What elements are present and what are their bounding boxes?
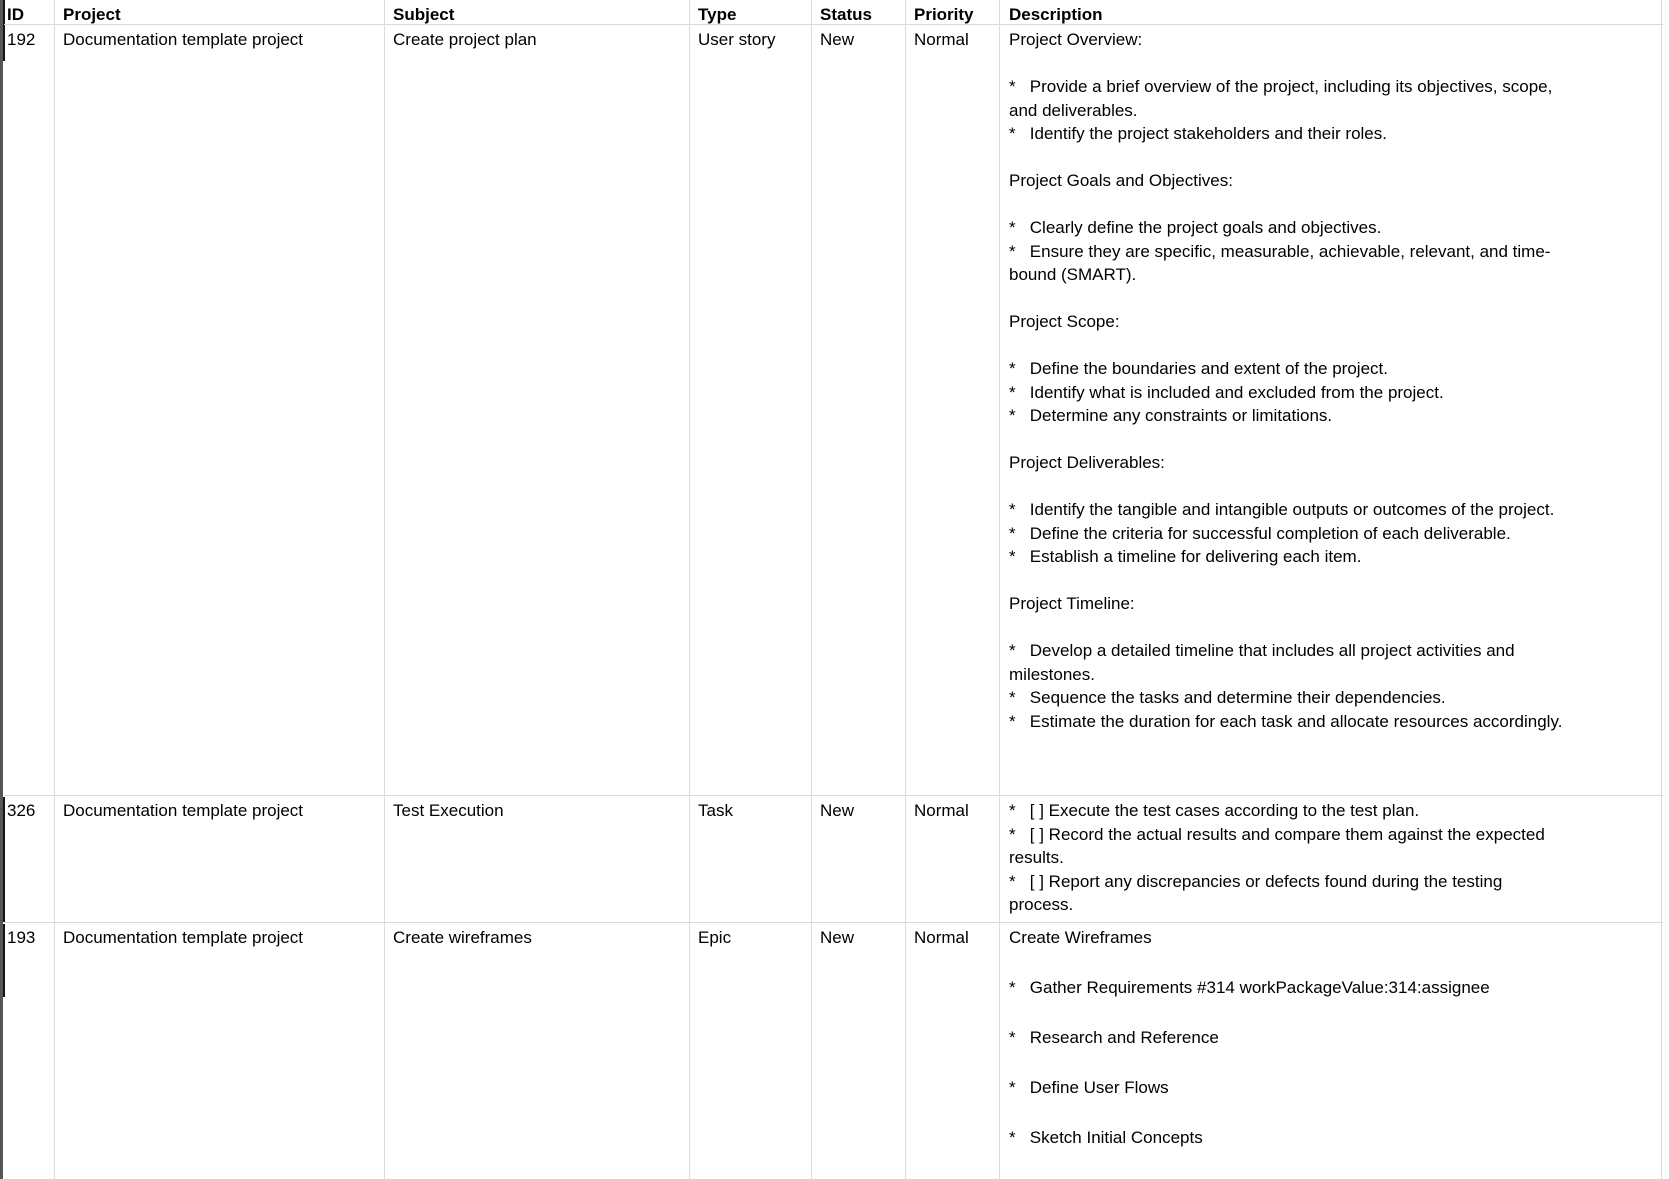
description-line: * Define the criteria for successful completion of each deliverable. <box>1009 523 1511 543</box>
description-line: Project Overview: <box>1009 30 1143 49</box>
description-line: Create Wireframes <box>1009 928 1152 947</box>
description-line <box>1009 1000 1661 1027</box>
cell-priority: Normal <box>906 923 1000 1179</box>
description-line <box>1009 1100 1661 1127</box>
description-line: results. <box>1009 848 1064 867</box>
description-line <box>1009 334 1661 358</box>
cell-type: User story <box>690 25 812 795</box>
description-line: * Identify what is included and excluded from the project. <box>1009 382 1444 402</box>
cell-project: Documentation template project <box>55 796 385 922</box>
page-edge-bar <box>0 0 3 1179</box>
work-packages-table <box>4 0 1663 1179</box>
description-line: bound (SMART). <box>1009 265 1137 284</box>
description-line: * Identify the tangible and intangible outputs or outcomes of the project. <box>1009 500 1555 519</box>
description-line: Project Goals and Objectives: <box>1009 171 1233 190</box>
cell-subject: Test Execution <box>385 796 690 922</box>
table-row-326 <box>4 796 1663 923</box>
description-line: * Ensure they are specific, measurable, achievable, relevant, and time- <box>1009 241 1551 261</box>
table-header-row <box>4 0 1663 25</box>
description-line: * Clearly define the project goals and objectives. <box>1009 218 1382 237</box>
cell-status: New <box>812 923 906 1179</box>
description-line: * Define User Flows <box>1009 1078 1169 1097</box>
description-line: and deliverables. <box>1009 100 1138 120</box>
cell-description <box>1000 25 1662 795</box>
description-line <box>1009 287 1661 311</box>
cell-project: Documentation template project <box>55 25 385 795</box>
description-line <box>1009 475 1661 499</box>
description-line: * Define the boundaries and extent of the project. <box>1009 359 1388 378</box>
cell-description <box>1000 923 1662 1179</box>
column-header-subject: Subject <box>385 0 690 24</box>
cell-type: Epic <box>690 923 812 1179</box>
description-line: * Gather Requirements #314 workPackageValue:314:assignee <box>1009 978 1490 997</box>
description-line <box>1009 52 1661 76</box>
description-line: * Sketch Initial Concepts <box>1009 1128 1203 1147</box>
description-line <box>1009 1050 1661 1077</box>
description-line <box>1009 146 1661 170</box>
description-line <box>1009 569 1661 593</box>
cell-subject: Create wireframes <box>385 923 690 1179</box>
description-line: * Establish a timeline for delivering each item. <box>1009 547 1362 566</box>
table-row-193 <box>4 923 1663 1179</box>
description-line: Project Timeline: <box>1009 594 1135 613</box>
cell-project: Documentation template project <box>55 923 385 1179</box>
description-line: process. <box>1009 895 1074 914</box>
description-line: * Develop a detailed timeline that includes all project activities and <box>1009 641 1515 660</box>
cell-priority: Normal <box>906 25 1000 795</box>
cell-id: 192 <box>4 25 55 795</box>
description-line: * Determine any constraints or limitations. <box>1009 406 1333 425</box>
cell-id: 193 <box>4 923 55 1179</box>
description-line: Project Scope: <box>1009 312 1120 331</box>
column-header-priority: Priority <box>906 0 1000 24</box>
description-line: milestones. <box>1009 664 1095 684</box>
cell-type: Task <box>690 796 812 922</box>
description-line: * [ ] Record the actual results and compare them against the expected <box>1009 824 1545 844</box>
column-header-description: Description <box>1000 0 1662 24</box>
column-header-project: Project <box>55 0 385 24</box>
description-line <box>1009 428 1661 452</box>
cell-status: New <box>812 796 906 922</box>
description-line <box>1009 193 1661 217</box>
cell-priority: Normal <box>906 796 1000 922</box>
column-header-status: Status <box>812 0 906 24</box>
cell-status: New <box>812 25 906 795</box>
description-line <box>1009 616 1661 640</box>
cell-subject: Create project plan <box>385 25 690 795</box>
description-line: * [ ] Execute the test cases according to the test plan. <box>1009 801 1420 820</box>
cell-id: 326 <box>4 796 55 922</box>
description-line: * Identify the project stakeholders and their roles. <box>1009 124 1387 143</box>
description-line: * Research and Reference <box>1009 1028 1219 1047</box>
cell-description <box>1000 796 1662 922</box>
column-header-type: Type <box>690 0 812 24</box>
description-line: * Estimate the duration for each task and allocate resources accordingly. <box>1009 711 1563 731</box>
description-line: Project Deliverables: <box>1009 453 1165 472</box>
table-row-192 <box>4 25 1663 796</box>
description-line: * Provide a brief overview of the project, including its objectives, scope, <box>1009 77 1553 96</box>
description-line: * Sequence the tasks and determine their dependencies. <box>1009 688 1446 707</box>
column-header-id: ID <box>4 0 55 24</box>
description-line: * [ ] Report any discrepancies or defects found during the testing <box>1009 871 1503 891</box>
description-line <box>1009 950 1661 977</box>
